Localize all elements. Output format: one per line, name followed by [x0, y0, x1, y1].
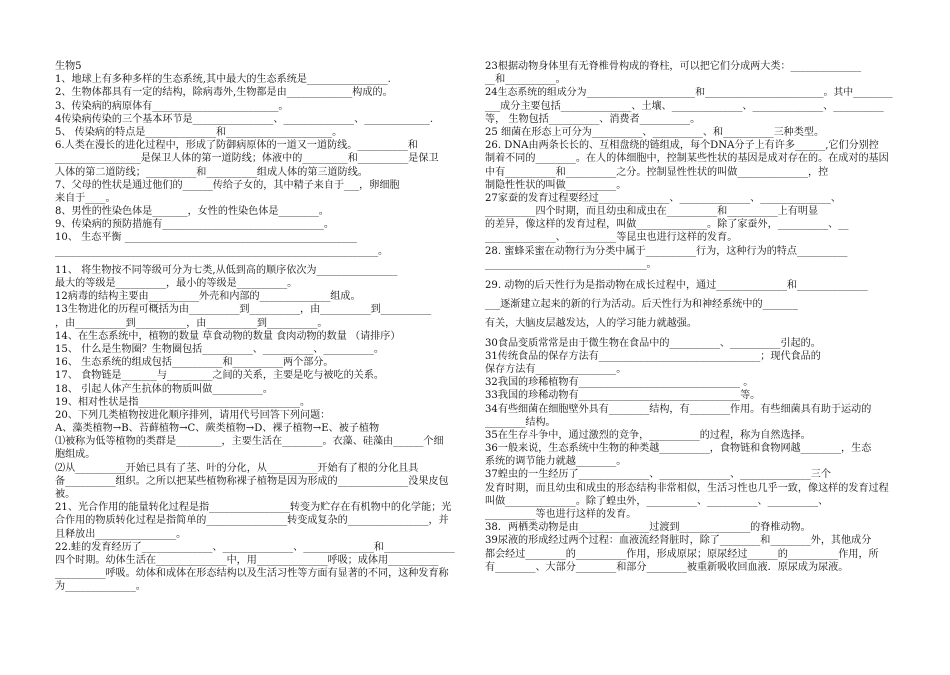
question-22: 22.蛙的发育经历了______________、______________、______________和______________ [55, 541, 455, 553]
question-38: 38．两栖类动物是由______________过渡到______________的脊椎动物。 [485, 522, 811, 534]
question-24: 24生态系统的组成分为______________________和________________________。其中________ [485, 87, 893, 99]
question-13-line-2: ，由__________到__________，由__________到__________。 [55, 317, 328, 329]
question-1: 1、地球上有多种多样的生态系统,其中最大的生态系统是________________. [55, 74, 391, 86]
question-20-part-2-line-3: 被。 [55, 489, 76, 500]
question-24-line-2: ___成分主要包括______________、土壤、______________、______________、__________ [485, 100, 884, 112]
question-28-line-2: ________________________________。 [485, 258, 657, 270]
question-27-line-4: ______________、__________等昆虫也进行这样的发育。 [485, 232, 738, 244]
question-8: 8、男性的性染色体是_______，女性的性染色体是________。 [55, 206, 329, 218]
question-27-line-3: 的差异，像这样的发育过程，叫做______________。除了家蚕外，__________、__ [485, 219, 849, 231]
question-20: 20、下列几类植物按进化顺序排列，请用代号回答下列问题： [55, 409, 331, 421]
question-16: 16、 生态系统的组成包括__________和__________两个部分。 [55, 357, 334, 369]
question-29: 29. 动物的后天性行为是指动物在成长过程中，通过______________和______________ [485, 280, 868, 291]
question-23: 23根据动物身体里有无脊椎骨构成的脊柱，可以把它们分成两大类：______________ [485, 61, 862, 72]
question-34-line-2: ________结构。 [485, 416, 556, 428]
question-37: 37蝗虫的一生经历了______________、______________、______________三个 [485, 469, 831, 481]
question-34: 34有些细菌在细胞壁外具有________结构，有________作用。有些细菌具有助于运动的 [485, 403, 872, 415]
question-15: 15、 什么是生物圈？生物圈包括__________、__________、__________。 [55, 343, 384, 355]
question-37-line-3: 叫做______________。除了蝗虫外，__________、__________、__________、 [485, 495, 829, 507]
question-23-line-2: __和__________。 [485, 74, 566, 86]
right-column [485, 60, 897, 574]
question-22-line-3: __________呼吸。幼体和成体在形态结构以及生活习性等方面有显著的不同，这种发育称 [55, 568, 449, 580]
question-6-line-3: 人体的第二道防线；__________和__________组成人体的第三道防线。 [55, 166, 368, 178]
question-39-line-2: 都会经过________的__________作用，形成原尿；原尿经过______的__________作用，所 [485, 548, 879, 560]
question-29-line-3: 有关，大脑皮层越发达，人的学习能力就越强。 [485, 318, 697, 330]
question-39: 39尿液的形成经过两个过程：血液流经肾脏时，除了________和________外，其他成分 [485, 535, 872, 547]
question-6: 6.人类在漫长的进化过程中，形成了防御病原体的一道又一道防线。__________和 [55, 140, 418, 152]
question-20-part-1-line-2: 胞组成。 [55, 449, 96, 461]
question-35: 35在生存斗争中，通过激烈的竞争，__________的过程，称为自然选择。 [485, 429, 811, 441]
question-18: 18、 引起人体产生抗体的物质叫做__________。 [55, 383, 273, 395]
question-37-line-2: 发育时期，而且幼虫和成虫的形态结构非常相似，生活习性也几乎一致，像这样的发育过程 [485, 482, 889, 494]
question-26-line-4: 制隐性性状的叫做__________。 [485, 179, 627, 191]
question-22-line-2: 四个时期。幼体生活在______________中，用______________呼吸；成体用__________ [55, 554, 439, 566]
question-17: 17、 食物链是_______与_________之间的关系，主要是吃与被吃的关系。 [55, 370, 384, 382]
question-12: 12病毒的结构主要由__________外壳和内部的______________组成。 [55, 291, 361, 303]
question-27-line-2: __________四个时期，而且幼虫和成虫在__________和__________上有明显 [485, 206, 819, 218]
question-19: 19、相对性状是指________________________________。 [55, 396, 311, 408]
question-2: 2、生物体都具有一定的结构，除病毒外,生物都是由_____________构成的。 [55, 87, 393, 99]
question-7: 7、父母的性状是通过他们的______传给子女的，其中精子来自于___，卵细胞 [55, 179, 400, 191]
question-31: 31传统食品的保存方法有________________________________；现代食品的 [485, 350, 821, 362]
question-30: 30食品变质常常是由于微生物在食品中的__________、__________引起的。 [485, 337, 821, 349]
question-11-line-2: 最大的等级是__________，最小的等级是__________。 [55, 278, 298, 289]
question-9: 9、传染病的预防措施有________________________________。 [55, 219, 334, 231]
question-22-line-4: 为______________。 [55, 581, 146, 593]
left-column [55, 60, 467, 594]
question-37-line-4: __________等也进行这样的发育。 [485, 509, 637, 520]
question-29-line-2: ___逐渐建立起来的新的行为活动。后天性行为和神经系统中的_______ [485, 299, 798, 311]
question-21: 21、光合作用的能量转化过程是指________________转变为贮存在有机物中的化学能；光 [55, 502, 452, 514]
question-11: 11、 将生物按不同等级可分为七类,从低到高的顺序依次为________________ [55, 264, 398, 276]
question-10: 10、 生态平衡 ______________________________________________ [55, 232, 357, 244]
question-7-line-2: 来自于____。 [55, 192, 116, 204]
question-6-line-2: _________________是保卫人体的第一道防线；体液中的_________和__________是保卫 [55, 153, 439, 165]
question-13: 13生物进化的历程可概括为由__________到__________，由__________到__________ [55, 304, 432, 316]
question-20-options: A、藻类植物→B、苔藓植物→C、蕨类植物→D、裸子植物→E、被子植物 [55, 423, 380, 435]
question-26-line-3: 中有__________和__________之分。控制显性性状的叫做______________，控 [485, 166, 829, 178]
question-3: 3、传染病的病原体有_________________________。 [55, 100, 289, 112]
question-20-part-2: ⑵从__________开始已具有了茎、叶的分化，从__________开始有了根的分化且具 [55, 462, 419, 474]
question-21-line-2: 合作用的物质转化过程是指简单的________________转变成复杂的________________，并 [55, 515, 449, 527]
question-24-line-3: 等， 生物包括__________、消费者__________。 [485, 113, 701, 125]
question-20-part-2-line-2: 备__________组织。之所以把某些植物称裸子植物是因为形成的______________没果皮包 [55, 475, 449, 487]
question-4: 4传染病传染的三个基本环节是________________、______________、_____________. [55, 113, 434, 125]
question-21-line-3: 且释放出________________。 [55, 528, 187, 540]
question-36-line-2: 系统的调节能力就越________。 [485, 456, 627, 468]
question-28: 28. 蜜蜂采蜜在动物行为分类中属于__________行为，这种行为的特点__________ [485, 245, 848, 257]
question-26: 26. DNA由两条长长的、互相盘绕的链组成，每个DNA分子上有许多______,它们分别控 [485, 140, 879, 152]
question-39-line-3: 有________、大部分________和部分________被重新吸收回血液．原尿成为尿液。 [485, 561, 849, 573]
question-33: 33我国的珍稀动物有________________________________等。 [485, 390, 761, 402]
question-27: 27家蚕的发育过程要经过______________、______________、______________、 [485, 192, 842, 204]
question-10-line-2: ________________________________________________________________。 [55, 245, 389, 257]
question-25: 25 细菌在形态上可分为__________、__________、和__________三种类型。 [485, 126, 825, 138]
question-26-line-2: 制着不同的________。在人的体细胞中，控制某些性状的基因是成对存在的。在成对的基因 [485, 153, 889, 165]
doc-title: 生物5 [55, 61, 82, 72]
question-32: 32我国的珍稀植物有________________________________ 。 [485, 377, 754, 389]
question-14: 14、在生态系统中，植物的数量 草食动物的数量 食肉动物的数量 （请排序） [55, 330, 401, 342]
question-5: 5、 传染病的特点是______________和_____________________。 [55, 126, 343, 138]
question-20-part-1: ⑴被称为低等植物的类群是_________，主要生活在________。衣藻、硅藻由______个细 [55, 436, 444, 448]
question-36: 36一般来说，生态系统中生物的种类越__________，食物链和食物网越________，生态 [485, 443, 872, 455]
question-31-line-2: 保存方法有________________。 [485, 363, 627, 375]
